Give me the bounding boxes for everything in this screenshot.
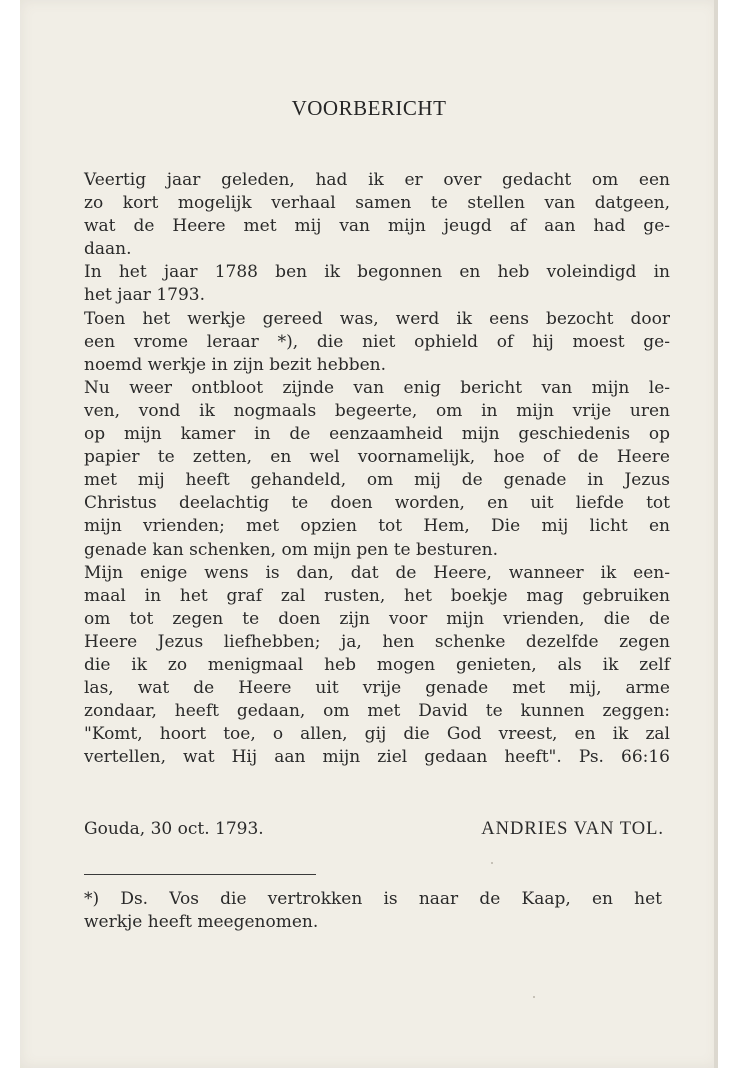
body-line: het jaar 1793. — [84, 285, 205, 306]
body-line: Toen het werkje gereed was, werd ik eens bezocht door — [84, 308, 670, 329]
body-line: In het jaar 1788 ben ik begonnen en heb voleindigd in — [84, 262, 670, 283]
body-line: wat de Heere met mij van mijn jeugd af aan had ge- — [84, 216, 670, 237]
body-line: Mijn enige wens is dan, dat de Heere, wanneer ik een- — [84, 562, 670, 583]
paper-speck — [491, 862, 493, 864]
body-line: zondaar, heeft gedaan, om met David te kunnen zeggen: — [84, 701, 670, 722]
body-line: Heere Jezus liefhebben; ja, hen schenke dezelfde zegen — [84, 631, 670, 652]
footnote-line: werkje heeft meegenomen. — [84, 912, 319, 933]
body-line: maal in het graf zal rusten, het boekje mag gebruiken — [84, 585, 670, 606]
page-edge — [714, 0, 718, 1068]
body-line: genade kan schenken, om mijn pen te besturen. — [84, 539, 499, 560]
body-line: met mij heeft gehandeld, om mij de genade in Jezus — [84, 470, 670, 491]
body-line: "Komt, hoort toe, o allen, gij die God vreest, en ik zal — [84, 724, 670, 745]
body-line: Veertig jaar geleden, had ik er over gedacht om een — [84, 170, 670, 190]
body-line: op mijn kamer in de eenzaamheid mijn geschiedenis op — [84, 424, 670, 445]
body-line: Nu weer ontbloot zijnde van enig bericht van mijn le- — [84, 377, 670, 398]
footnote-divider — [84, 874, 316, 875]
body-text — [84, 169, 670, 769]
body-line: een vrome leraar *), die niet ophield of hij moest ge- — [84, 331, 670, 352]
body-line: zo kort mogelijk verhaal samen te stellen van datgeen, — [84, 193, 670, 214]
body-line: Christus deelachtig te doen worden, en uit liefde tot — [84, 493, 670, 514]
body-line: ven, vond ik nogmaals begeerte, om in mijn vrije uren — [84, 400, 670, 421]
page-title: VOORBERICHT — [291, 96, 447, 120]
body-line: om tot zegen te doen zijn voor mijn vrienden, die de — [84, 608, 670, 629]
footnote-line: *) Ds. Vos die vertrokken is naar de Kaap, en het — [84, 889, 662, 909]
paper-speck — [533, 996, 535, 998]
body-line: mijn vrienden; met opzien tot Hem, Die mij licht en — [84, 516, 670, 537]
signature-place-date: Gouda, 30 oct. 1793. — [84, 819, 264, 839]
body-line: noemd werkje in zijn bezit hebben. — [84, 354, 386, 375]
body-line: las, wat de Heere uit vrije genade met mij, arme — [84, 678, 670, 699]
body-line: daan. — [84, 239, 132, 260]
footnote — [84, 888, 662, 934]
signature-author: ANDRIES VAN TOL. — [481, 819, 664, 839]
body-line: vertellen, wat Hij aan mijn ziel gedaan heeft". Ps. 66:16 — [84, 747, 670, 768]
body-line: die ik zo menigmaal heb mogen genieten, als ik zelf — [84, 654, 670, 675]
body-line: papier te zetten, en wel voornamelijk, hoe of de Heere — [84, 447, 670, 468]
